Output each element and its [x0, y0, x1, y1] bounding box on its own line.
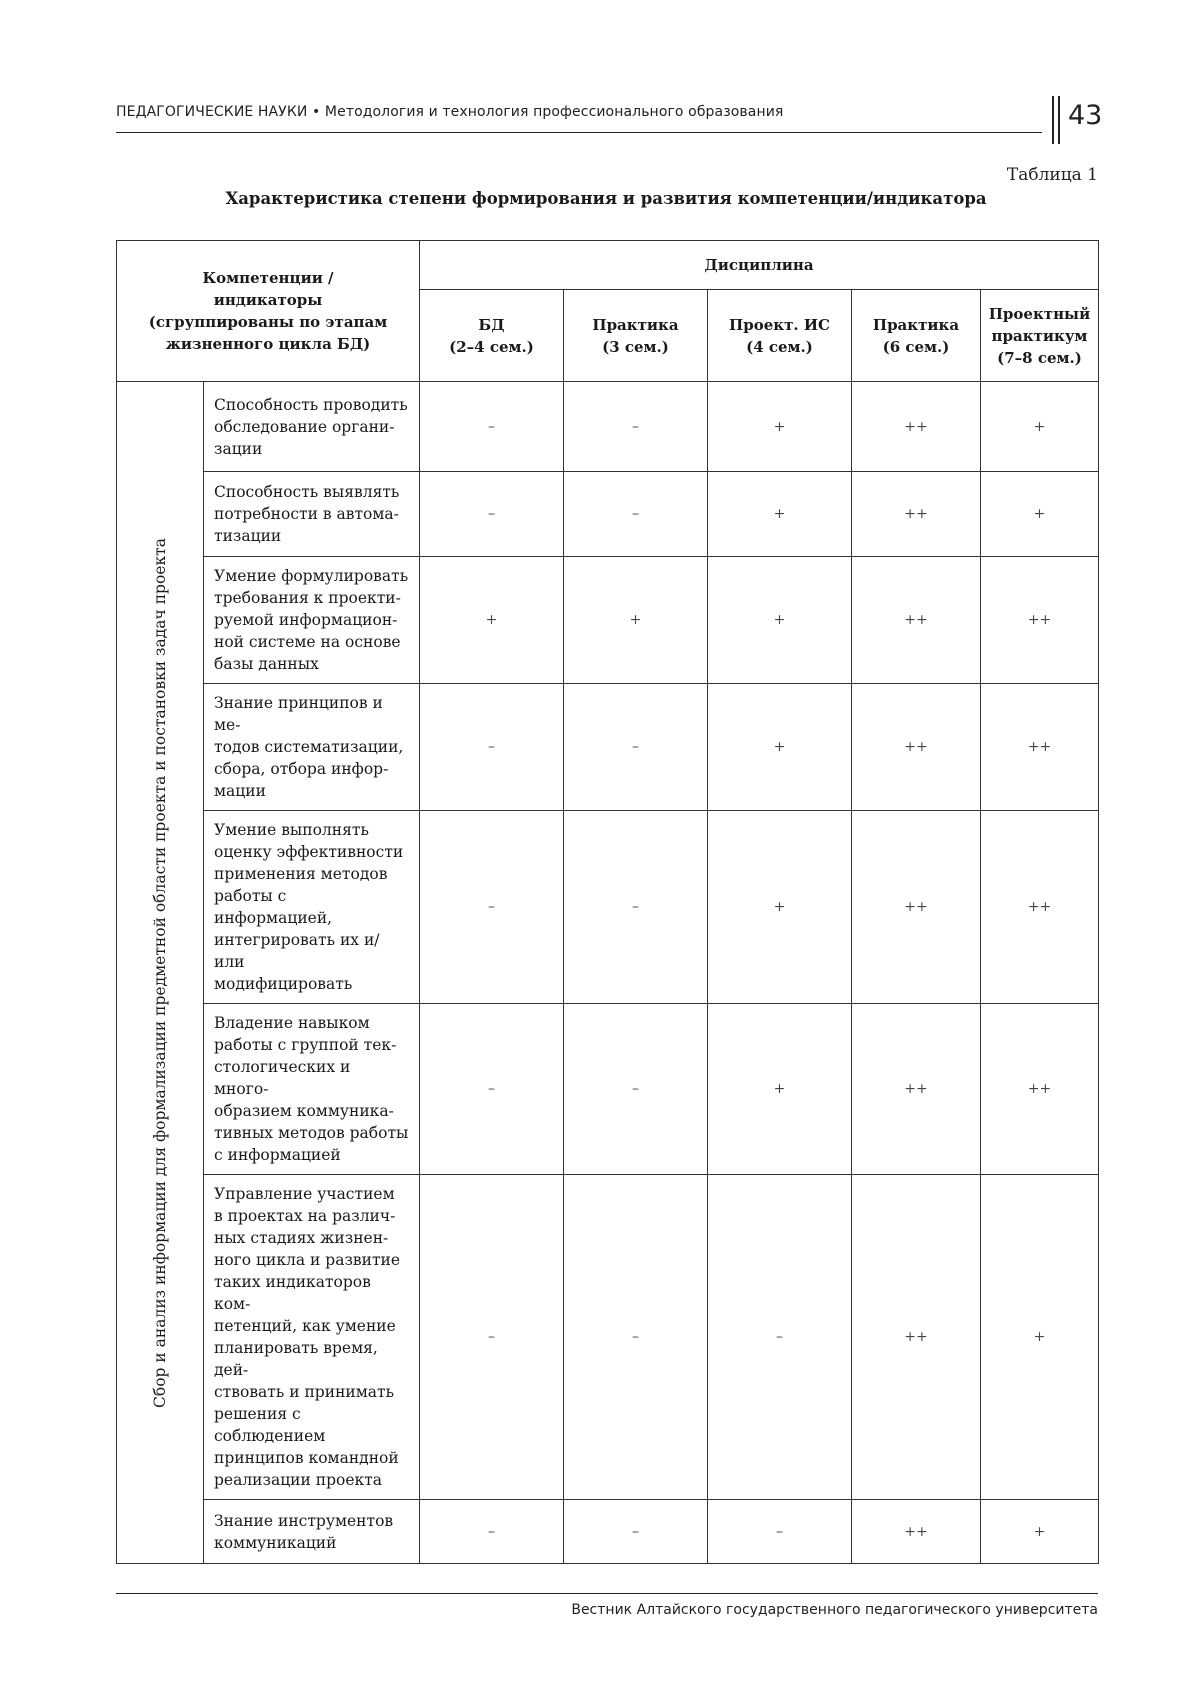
competencies-header-line: индикаторы	[213, 291, 323, 309]
level-cell: +	[708, 382, 852, 472]
level-cell: +	[420, 557, 564, 684]
header-rule-left	[1052, 96, 1054, 144]
footer-rule	[116, 1593, 1098, 1594]
discipline-header: Дисциплина	[420, 241, 1099, 290]
level-cell: –	[420, 1175, 564, 1500]
column-header-line: Практика	[872, 315, 960, 334]
competency-name-line: Владение навыком	[214, 1014, 370, 1032]
table-title: Характеристика степени формирования и развития компетенции/индикатора	[225, 189, 987, 208]
competency-name-line: коммуникаций	[214, 1533, 337, 1552]
level-cell: +	[708, 472, 852, 557]
competency-name-line: ных стадиях жизнен-	[214, 1229, 389, 1247]
competencies-header-line: Компетенции /	[202, 269, 334, 287]
level-cell: –	[420, 472, 564, 557]
column-header-line: Практика	[592, 315, 679, 334]
competency-name-line: оценку эффективности	[214, 843, 404, 861]
competency-name-line: Умение формулировать	[214, 567, 409, 585]
column-header-line: (2–4 сем.)	[449, 337, 534, 356]
competency-name-line: Способность выявлять	[214, 483, 400, 501]
level-cell: –	[564, 1500, 708, 1564]
header-separator: •	[312, 104, 321, 120]
level-cell: –	[420, 684, 564, 811]
competency-name	[204, 811, 420, 1004]
table-row	[117, 557, 1099, 684]
column-header-line: Проект. ИС	[729, 315, 830, 334]
stage-cell	[117, 382, 204, 1564]
competency-name-line: с информацией	[214, 1146, 341, 1164]
level-cell: ++	[852, 684, 981, 811]
column-header-line: (6 сем.)	[882, 337, 950, 356]
competency-name-line: Знание инструментов	[214, 1511, 394, 1530]
level-cell: +	[981, 382, 1099, 472]
level-cell: ++	[981, 684, 1099, 811]
competency-name-line: сбора, отбора инфор-	[214, 760, 389, 778]
competency-name-line: зации	[214, 439, 263, 458]
level-cell: +	[564, 557, 708, 684]
competency-name-line: образием коммуника-	[214, 1102, 394, 1120]
competency-table	[116, 240, 1099, 1564]
table-row	[117, 1175, 1099, 1500]
level-cell: –	[708, 1175, 852, 1500]
column-header-line: (4 сем.)	[746, 337, 813, 356]
level-cell: +	[708, 557, 852, 684]
competency-name-line: работы с группой тек-	[214, 1036, 397, 1054]
level-cell: ++	[981, 1004, 1099, 1175]
level-cell: +	[708, 684, 852, 811]
competency-name	[204, 684, 420, 811]
competency-name-line: ствовать и принимать	[214, 1383, 395, 1401]
competency-name	[204, 472, 420, 557]
level-cell: +	[981, 1500, 1099, 1564]
competency-name	[204, 1004, 420, 1175]
level-cell: ++	[852, 557, 981, 684]
page-number: 43	[1068, 100, 1103, 131]
level-cell: –	[564, 472, 708, 557]
column-header-5	[981, 290, 1099, 382]
competency-name-line: решения с соблюдением	[214, 1405, 326, 1445]
competency-name-line: петенций, как умение	[214, 1317, 396, 1335]
competency-name-line: обследование органи-	[214, 417, 395, 436]
level-cell: ++	[852, 811, 981, 1004]
level-cell: ++	[852, 1175, 981, 1500]
journal-section: ПЕДАГОГИЧЕСКИЕ НАУКИ	[116, 104, 308, 120]
column-header-line: (3 сем.)	[602, 337, 669, 356]
level-cell: –	[420, 1500, 564, 1564]
competency-name-line: таких индикаторов ком-	[214, 1273, 371, 1313]
competency-name-line: потребности в автома-	[214, 505, 399, 523]
level-cell: ++	[852, 1004, 981, 1175]
competency-name-line: интегрировать их и/или	[214, 931, 380, 971]
competency-name	[204, 557, 420, 684]
column-header-line: Проектный	[988, 304, 1091, 323]
table-row	[117, 1004, 1099, 1175]
table-row	[117, 684, 1099, 811]
competency-name-line: тодов систематизации,	[214, 738, 404, 756]
column-header-1	[420, 290, 564, 382]
competency-name-line: Способность проводить	[214, 395, 408, 414]
column-header-line: практикум	[991, 326, 1088, 345]
level-cell: ++	[852, 382, 981, 472]
competency-name-line: тивных методов работы	[214, 1124, 409, 1142]
header-subtitle: Методология и технология профессионального образования	[324, 104, 784, 120]
competency-name-line: реализации проекта	[214, 1471, 383, 1489]
footer-journal-name: Вестник Алтайского государственного педагогического университета	[571, 1602, 1098, 1618]
competency-name-line: мации	[214, 782, 266, 800]
competency-name-line: ной системе на основе	[214, 633, 401, 651]
level-cell: –	[564, 1004, 708, 1175]
level-cell: ++	[981, 557, 1099, 684]
competency-name	[204, 1175, 420, 1500]
level-cell: –	[564, 382, 708, 472]
column-header-line: БД	[478, 315, 505, 334]
table-row	[117, 472, 1099, 557]
competency-name-line: планировать время, дей-	[214, 1339, 378, 1379]
competencies-header-line: жизненного цикла БД)	[165, 335, 371, 353]
competencies-header	[117, 241, 420, 382]
table-row	[117, 382, 1099, 472]
level-cell: ++	[981, 811, 1099, 1004]
competency-name-line: тизации	[214, 527, 282, 545]
level-cell: –	[420, 1004, 564, 1175]
level-cell: +	[708, 811, 852, 1004]
level-cell: –	[420, 382, 564, 472]
competency-name-line: стологических и много-	[214, 1058, 351, 1098]
competency-name-line: требования к проекти-	[214, 589, 401, 607]
level-cell: +	[981, 1175, 1099, 1500]
header-row-1	[117, 241, 1099, 290]
column-header-3	[708, 290, 852, 382]
competency-name-line: принципов командной	[214, 1449, 399, 1467]
competencies-header-line: (сгруппированы по этапам	[148, 313, 388, 331]
competency-name-line: ного цикла и развитие	[214, 1251, 401, 1269]
competency-name-line: Умение выполнять	[214, 821, 369, 839]
competency-name-line: Знание принципов и ме-	[214, 694, 383, 734]
competency-name	[204, 382, 420, 472]
level-cell: ++	[852, 472, 981, 557]
competency-name-line: Управление участием	[214, 1185, 395, 1203]
level-cell: –	[564, 811, 708, 1004]
level-cell: –	[564, 1175, 708, 1500]
table-number: Таблица 1	[1006, 165, 1098, 185]
table-row	[117, 1500, 1099, 1564]
stage-label: Сбор и анализ информации для формализации предметной области проекта и постановки задач проекта	[151, 537, 169, 1408]
level-cell: –	[564, 684, 708, 811]
competency-name-line: в проектах на различ-	[214, 1207, 396, 1225]
column-header-4	[852, 290, 981, 382]
level-cell: –	[420, 811, 564, 1004]
table-row	[117, 811, 1099, 1004]
competency-name-line: работы с информацией,	[214, 887, 333, 927]
level-cell: ++	[852, 1500, 981, 1564]
column-header-2	[564, 290, 708, 382]
level-cell: +	[708, 1004, 852, 1175]
competency-name	[204, 1500, 420, 1564]
level-cell: +	[981, 472, 1099, 557]
competency-name-line: модифицировать	[214, 975, 353, 993]
competency-name-line: применения методов	[214, 865, 388, 883]
table-body	[117, 382, 1099, 1564]
column-header-line: (7–8 сем.)	[997, 348, 1082, 367]
competency-name-line: базы данных	[214, 655, 319, 673]
level-cell: –	[708, 1500, 852, 1564]
header-rule-right	[1058, 96, 1060, 144]
running-header	[116, 92, 1042, 133]
competency-name-line: руемой информацион-	[214, 611, 398, 629]
running-header-text	[116, 104, 783, 120]
